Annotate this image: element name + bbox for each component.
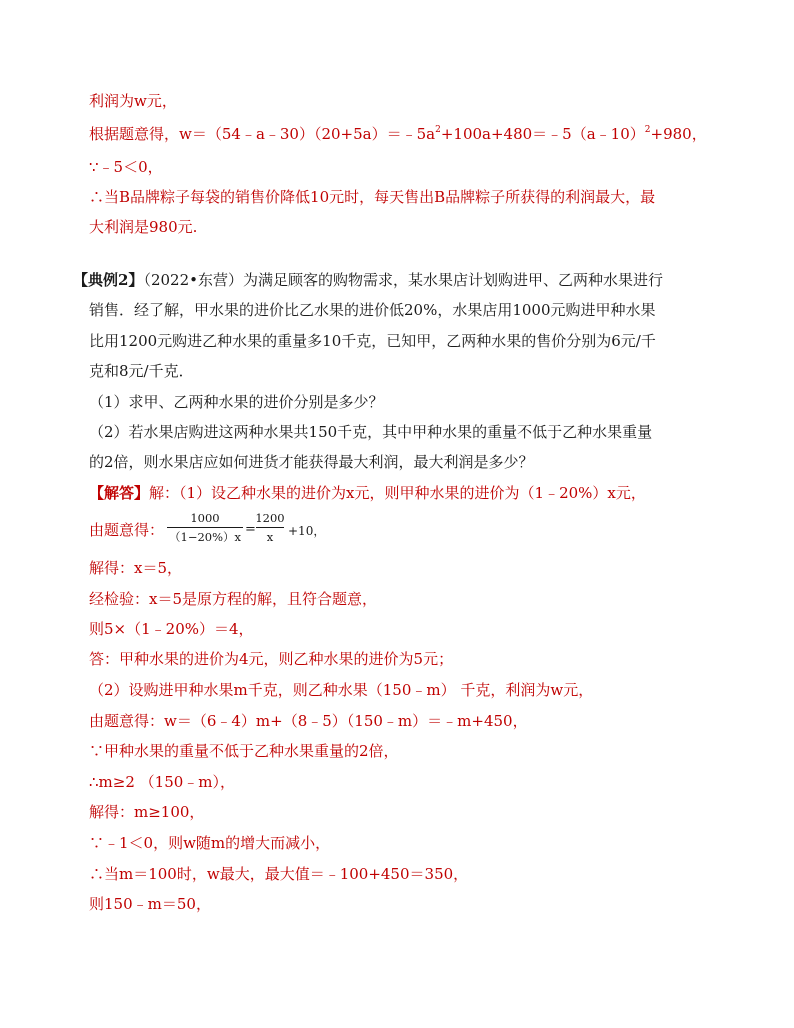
plus-term: +10， [288,524,326,538]
equation-body: w＝（54﹣a﹣30）（20+5a）＝﹣5a [179,125,436,143]
fraction-2-denominator: x [266,530,274,544]
example-text: 为满足顾客的购物需求，某水果店计划购进甲、乙两种水果进行 [242,271,663,289]
answer-line: 由题意得：w＝（6﹣4）m+（8﹣5）（150﹣m）＝﹣m+450， [89,712,528,730]
answer-line: ∴m≥2 （150﹣m）， [89,773,236,791]
question-2-line-1: （2）若水果店购进这两种水果共150千克，其中甲种水果的重量不低于乙种水果重量 [89,423,653,441]
exponent: 2 [644,125,651,135]
example-text-line: 克和8元/千克． [89,362,194,380]
equation-label: 由题意得： [89,521,165,539]
exponent: 2 [435,125,441,135]
example-source: （2022•东营） [143,271,243,289]
fraction-1 [165,511,245,551]
answer-line: ∵﹣1＜0，则w随m的增大而减小， [89,834,331,852]
answer-line: ∴当m＝100时，w最大，最大值＝﹣100+450＝350， [89,865,469,883]
solution-equation-line [89,124,707,144]
example-text-line: 比用1200元购进乙种水果的重量多10千克，已知甲，乙两种水果的售价分别为6元/千 [89,332,656,350]
example-text-line: 销售．经了解，甲水果的进价比乙水果的进价低20%，水果店用1000元购进甲种水果 [89,301,656,319]
question-1: （1）求甲、乙两种水果的进价分别是多少？ [89,393,384,411]
answer-line [89,483,646,503]
solution-line: 大利润是980元. [89,218,198,236]
fraction-2-bar [256,527,284,528]
solution-line: 利润为w元， [89,92,177,110]
answer-line: 答：甲种水果的进价为4元，则乙种水果的进价为5元； [89,650,454,668]
fraction-1-bar [167,527,243,528]
answer-line: 经检验：x＝5是原方程的解，且符合题意， [89,590,378,608]
fraction-2-numerator: 1200 [255,511,285,525]
fraction-1-denominator: （1−20%）x [169,530,241,544]
answer-line: 解得：m≥100， [89,803,205,821]
solution-line: ∴当B品牌粽子每袋的销售价降低10元时，每天售出B品牌粽子所获得的利润最大，最 [89,188,656,206]
example-heading [73,270,663,290]
example-tag: 【典例2】 [73,271,144,289]
equation-body-3: +980， [650,125,707,143]
equation-body-2: +100a+480＝﹣5（a﹣10） [440,125,645,143]
equals-sign: = [245,522,256,537]
answer-text: 解：（1）设乙种水果的进价为x元，则甲种水果的进价为（1﹣20%）x元， [149,484,646,502]
answer-line: 则5×（1﹣20%）＝4， [89,620,254,638]
answer-line: 解得：x＝5， [89,559,183,577]
answer-line: （2）设购进甲种水果m千克，则乙种水果（150﹣m） 千克，利润为w元， [89,681,594,699]
question-2-line-2: 的2倍，则水果店应如何进货才能获得最大利润，最大利润是多少？ [89,453,534,471]
equation-prefix: 根据题意得， [89,125,180,143]
solution-line: ∵﹣5＜0， [89,158,163,176]
fraction-1-numerator: 1000 [190,511,220,525]
answer-tag: 【解答】 [89,484,150,502]
fraction-2 [254,511,286,551]
answer-line: 则150﹣m＝50， [89,895,211,913]
answer-line: ∵甲种水果的重量不低于乙种水果重量的2倍， [89,742,399,760]
